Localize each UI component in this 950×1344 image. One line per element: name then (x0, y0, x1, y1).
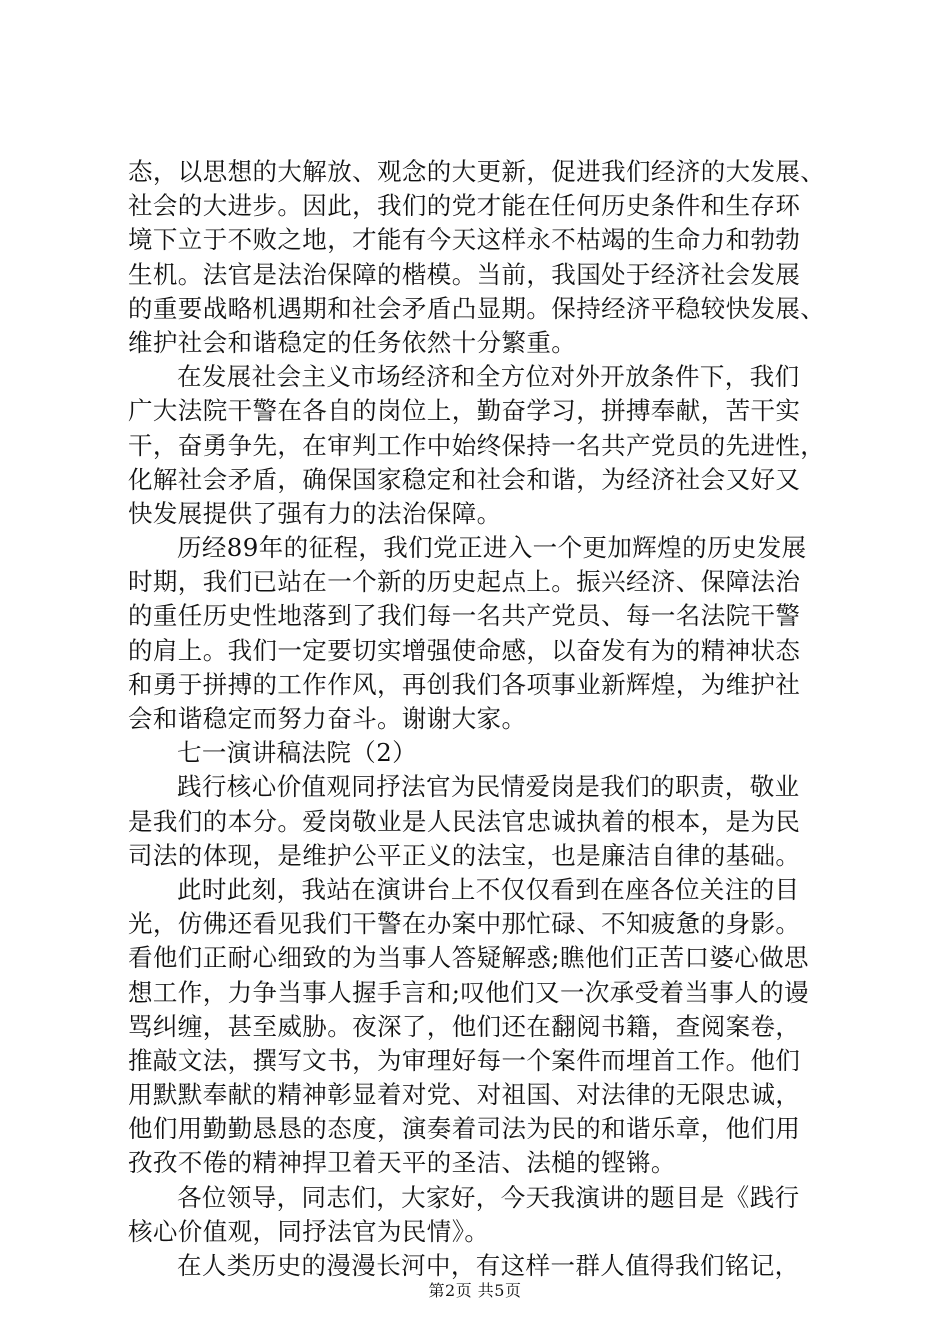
text-line: 推敲文法，撰写文书，为审理好每一个案件而埋首工作。他们 (128, 1045, 801, 1075)
text-line: 会和谐稳定而努力奋斗。谢谢大家。 (128, 704, 527, 733)
text-line: 的重要战略机遇期和社会矛盾凸显期。保持经济平稳较快发展、 (128, 293, 826, 323)
text-line: 的重任历史性地落到了我们每一名共产党员、每一名法院干警 (128, 601, 801, 631)
text-line: 孜孜不倦的精神捍卫着天平的圣洁、法槌的铿锵。 (128, 1148, 676, 1178)
text-line: 社会的大进步。因此，我们的党才能在任何历史条件和生存环 (128, 191, 801, 221)
text-line: 此时此刻，我站在演讲台上不仅仅看到在座各位关注的目 (177, 874, 800, 904)
text-line: 用默默奉献的精神彰显着对党、对祖国、对法律的无限忠诚， (128, 1080, 801, 1110)
text-line: 时期，我们已站在一个新的历史起点上。振兴经济、保障法治 (128, 567, 801, 597)
text-line: 态，以思想的大解放、观念的大更新，促进我们经济的大发展、 (128, 157, 826, 186)
text-line: 在人类历史的漫漫长河中，有这样一群人值得我们铭记， (177, 1251, 800, 1280)
text-line: 生机。法官是法治保障的楷模。当前，我国处于经济社会发展 (128, 259, 801, 289)
text-line: 境下立于不败之地，才能有今天这样永不枯竭的生命力和勃勃 (128, 225, 801, 255)
text-line: 干，奋勇争先，在审判工作中始终保持一名共产党员的先进性， (128, 430, 826, 460)
page-footer: 第2页 共5页 (428, 1281, 522, 1300)
text-line: 司法的体现，是维护公平正义的法宝，也是廉洁自律的基础。 (128, 840, 801, 870)
text-line: 广大法院干警在各自的岗位上，勤奋学习，拼搏奉献，苦干实 (128, 396, 801, 426)
text-line: 化解社会矛盾，确保国家稳定和社会和谐，为经济社会又好又 (128, 464, 801, 494)
text-line: 维护社会和谐稳定的任务依然十分繁重。 (128, 327, 577, 357)
body-text (128, 155, 828, 1283)
text-line: 骂纠缠，甚至威胁。夜深了，他们还在翻阅书籍，查阅案卷， (128, 1011, 801, 1041)
section-heading: 七一演讲稿法院（2） (177, 738, 418, 768)
text-line: 是我们的本分。爱岗敬业是人民法官忠诚执着的根本，是为民 (128, 806, 801, 836)
text-line: 看他们正耐心细致的为当事人答疑解惑;瞧他们正苦口婆心做思 (128, 943, 809, 973)
text-line: 想工作，力争当事人握手言和;叹他们又一次承受着当事人的谩 (128, 977, 809, 1007)
text-line: 核心价值观，同抒法官为民情》。 (128, 1216, 490, 1246)
text-line: 历经89年的征程，我们党正进入一个更加辉煌的历史发展 (177, 533, 807, 563)
text-line: 快发展提供了强有力的法治保障。 (128, 498, 502, 528)
text-line: 的肩上。我们一定要切实增强使命感，以奋发有为的精神状态 (128, 635, 801, 665)
text-line: 光，仿佛还看见我们干警在办案中那忙碌、不知疲惫的身影。 (128, 909, 801, 939)
text-line: 和勇于拼搏的工作作风，再创我们各项事业新辉煌，为维护社 (128, 669, 801, 699)
text-line: 在发展社会主义市场经济和全方位对外开放条件下，我们 (177, 362, 800, 392)
text-line: 践行核心价值观同抒法官为民情爱岗是我们的职责，敬业 (177, 772, 800, 802)
text-line: 他们用勤勤恳恳的态度，演奏着司法为民的和谐乐章，他们用 (128, 1114, 801, 1144)
text-line: 各位领导，同志们，大家好，今天我演讲的题目是《践行 (177, 1182, 800, 1212)
